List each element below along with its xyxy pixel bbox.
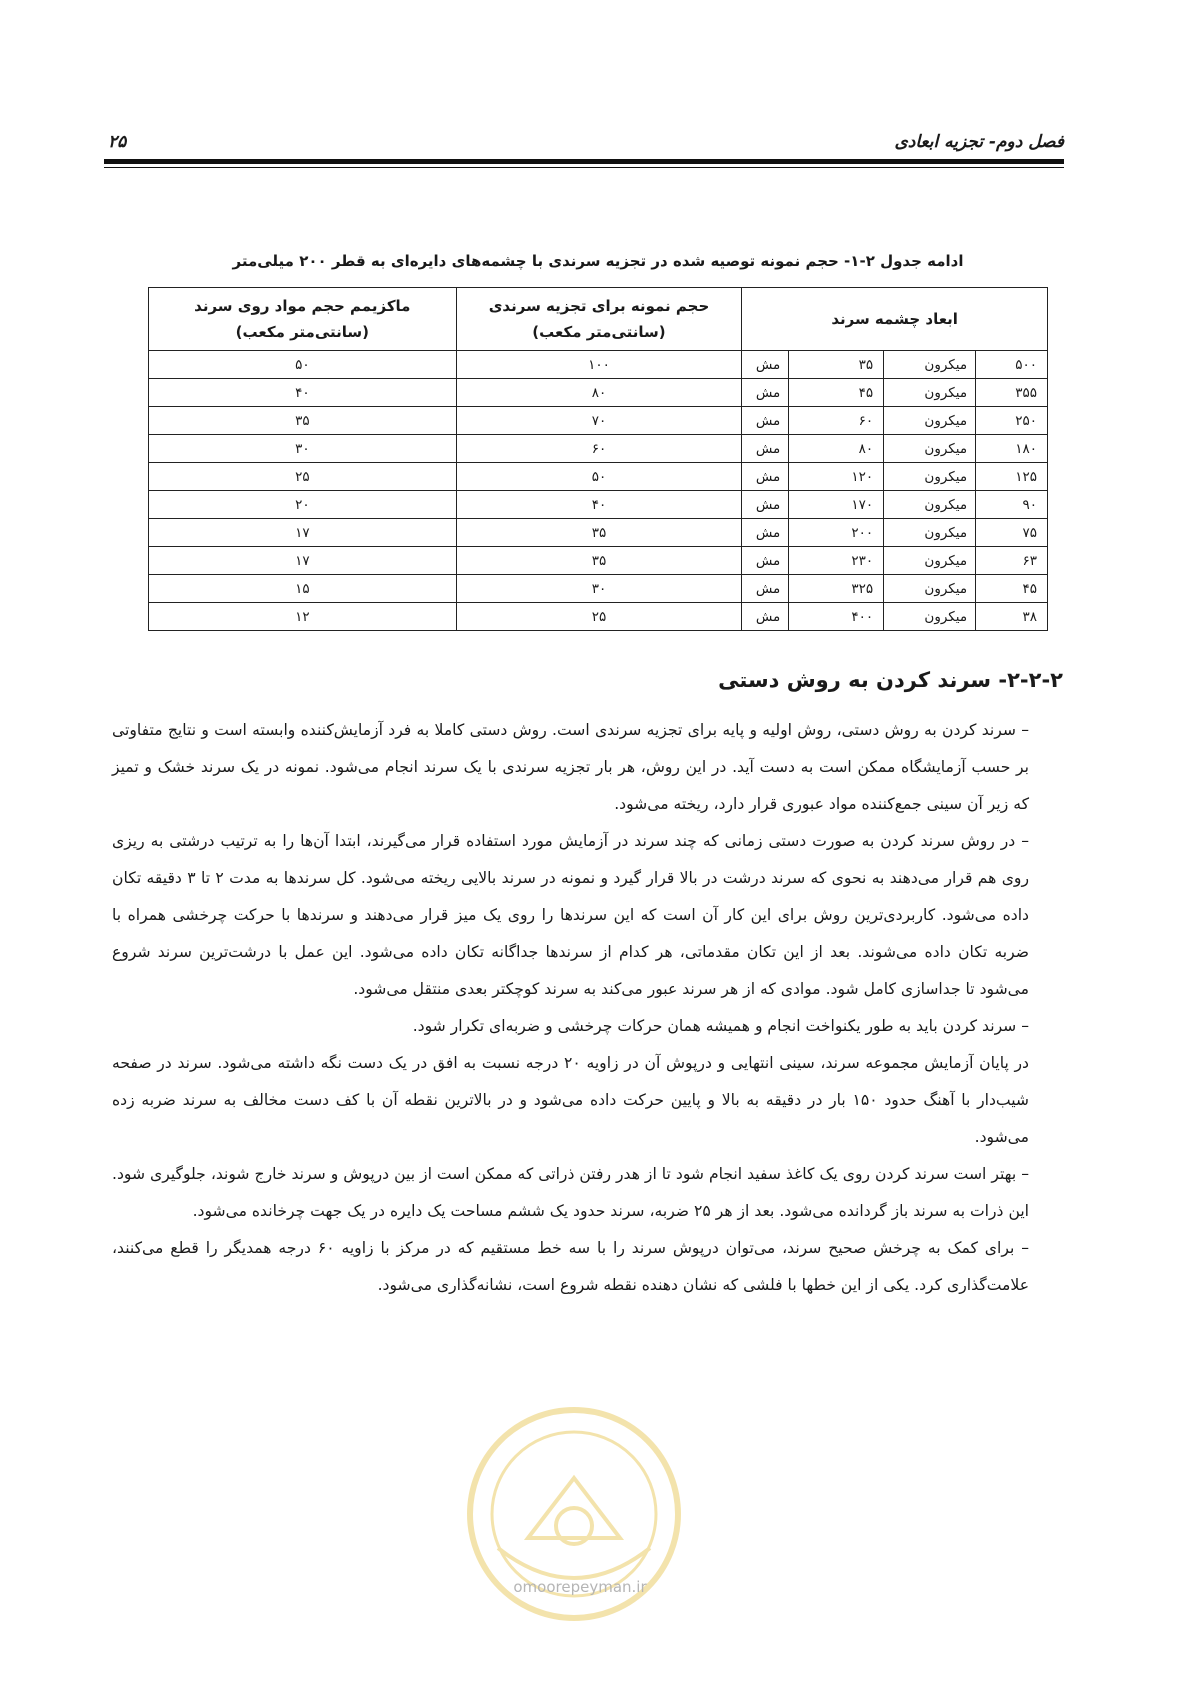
header-sample-volume-line2: (سانتی‌متر مکعب): [532, 323, 666, 341]
cell-mesh: ۱۷۰: [789, 491, 884, 519]
paragraph: – سرند کردن به روش دستی، روش اولیه و پایه برای تجزیه سرندی است. روش دستی کاملا به فرد آزمایش‌کننده وابسته است و نتایج متفاوتی بر حسب آزمایشگاه ممکن است به دست آید. در این روش، هر بار تجزیه سرندی با یک سرند انجام می‌شود. نمونه در یک سرند خشک و تمیز که زیر آن سینی جمع‌کننده مواد عبوری قرار دارد، ریخته می‌شود.: [112, 721, 1029, 813]
cell-max-volume: ۱۲: [149, 603, 457, 631]
cell-max-volume: ۲۰: [149, 491, 457, 519]
cell-sample-volume: ۱۰۰: [456, 351, 742, 379]
cell-micron-unit: میکرون: [884, 379, 976, 407]
cell-micron: ۳۸: [976, 603, 1048, 631]
cell-mesh: ۳۲۵: [789, 575, 884, 603]
table-row: [149, 463, 1048, 491]
cell-micron: ۴۵: [976, 575, 1048, 603]
cell-max-volume: ۲۵: [149, 463, 457, 491]
cell-micron: ۶۳: [976, 547, 1048, 575]
cell-mesh-unit: مش: [742, 491, 789, 519]
cell-mesh: ۲۳۰: [789, 547, 884, 575]
cell-mesh-unit: مش: [742, 435, 789, 463]
cell-mesh: ۲۰۰: [789, 519, 884, 547]
table-row: [149, 379, 1048, 407]
cell-micron: ۷۵: [976, 519, 1048, 547]
paragraph: – برای کمک به چرخش صحیح سرند، می‌توان درپوش سرند را با سه خط مستقیم که در مرکز با زاویه ۶۰ درجه همدیگر را قطع می‌کنند، علامت‌گذاری کرد. یکی از این خطها با فلشی که نشان دهنده نقطه شروع است، نشانه‌گذاری می‌شود.: [112, 1239, 1029, 1294]
cell-sample-volume: ۸۰: [456, 379, 742, 407]
chapter-title: فصل دوم- تجزیه ابعادی: [894, 132, 1064, 152]
cell-mesh: ۳۵: [789, 351, 884, 379]
cell-micron-unit: میکرون: [884, 519, 976, 547]
section-body: [112, 712, 1029, 1304]
cell-max-volume: ۱۷: [149, 547, 457, 575]
cell-mesh-unit: مش: [742, 519, 789, 547]
paragraph: در پایان آزمایش مجموعه سرند، سینی انتهایی و درپوش آن در زاویه ۲۰ درجه نسبت به افق در یک دست نگه داشته می‌شود. سرند در صفحه شیب‌دار با آهنگ حدود ۱۵۰ بار در دقیقه به بالا و پایین حرکت داده می‌شود و در بالاترین نقطه آن با کف دست مخالف به سرند ضربه زده می‌شود.: [112, 1054, 1029, 1146]
cell-mesh-unit: مش: [742, 351, 789, 379]
header-max-volume-line1: ماکزیمم حجم مواد روی سرند: [194, 297, 411, 315]
header-sample-volume-line1: حجم نمونه برای تجزیه سرندی: [488, 297, 710, 315]
cell-sample-volume: ۳۵: [456, 519, 742, 547]
paragraph: – در روش سرند کردن به صورت دستی زمانی که چند سرند در آزمایش مورد استفاده قرار می‌گیرند، ابتدا آن‌ها را به ترتیب درشتی به ریزی روی هم قرار می‌دهند به نحوی که سرند درشت در بالا قرار گیرد و نمونه در سرند بالایی ریخته می‌شود. کل سرندها به مدت ۲ تا ۳ دقیقه تکان داده می‌شود. کاربردی‌ترین روش برای این کار آن است که این سرندها را روی یک میز قرار می‌دهند و سرندها با حرکت چرخشی همراه با ضربه تکان داده می‌شوند. بعد از این تکان مقدماتی، هر کدام از سرندها جداگانه تکان داده می‌شود. این عمل با درشت‌ترین سرند شروع می‌شود تا جداسازی کامل شود. موادی که از هر سرند عبور می‌کند به سرند کوچکتر بعدی منتقل می‌شود.: [112, 832, 1029, 998]
cell-micron-unit: میکرون: [884, 351, 976, 379]
cell-mesh: ۴۰۰: [789, 603, 884, 631]
cell-max-volume: ۱۵: [149, 575, 457, 603]
table-row: [149, 407, 1048, 435]
header-sieve-size: ابعاد چشمه سرند: [742, 288, 1048, 351]
cell-micron: ۱۲۵: [976, 463, 1048, 491]
cell-sample-volume: ۳۵: [456, 547, 742, 575]
table-row: [149, 547, 1048, 575]
cell-mesh-unit: مش: [742, 379, 789, 407]
cell-mesh-unit: مش: [742, 407, 789, 435]
table-row: [149, 519, 1048, 547]
table-row: [149, 491, 1048, 519]
cell-mesh: ۶۰: [789, 407, 884, 435]
section-heading: ۲-۲-۲- سرند کردن به روش دستی: [718, 668, 1063, 692]
cell-micron: ۲۵۰: [976, 407, 1048, 435]
cell-micron-unit: میکرون: [884, 463, 976, 491]
table-header-row: [149, 288, 1048, 351]
cell-mesh-unit: مش: [742, 603, 789, 631]
cell-micron-unit: میکرون: [884, 435, 976, 463]
watermark-url: omoorepeyman.ir: [513, 1578, 647, 1596]
cell-micron: ۵۰۰: [976, 351, 1048, 379]
cell-micron: ۹۰: [976, 491, 1048, 519]
cell-micron-unit: میکرون: [884, 547, 976, 575]
cell-micron-unit: میکرون: [884, 575, 976, 603]
cell-max-volume: ۳۵: [149, 407, 457, 435]
running-header: [104, 132, 1064, 162]
cell-mesh: ۱۲۰: [789, 463, 884, 491]
cell-sample-volume: ۷۰: [456, 407, 742, 435]
header-rule-thin: [104, 167, 1064, 168]
cell-mesh: ۴۵: [789, 379, 884, 407]
table-row: [149, 435, 1048, 463]
cell-sample-volume: ۲۵: [456, 603, 742, 631]
cell-mesh-unit: مش: [742, 575, 789, 603]
table-row: [149, 575, 1048, 603]
table-row: [149, 351, 1048, 379]
cell-max-volume: ۳۰: [149, 435, 457, 463]
table-body: [149, 351, 1048, 631]
cell-micron: ۳۵۵: [976, 379, 1048, 407]
cell-sample-volume: ۵۰: [456, 463, 742, 491]
table-caption: ادامه جدول ۲-۱- حجم نمونه توصیه شده در تجزیه سرندی با چشمه‌های دایره‌ای به قطر ۲۰۰ میلی‌متر: [232, 252, 964, 270]
header-max-volume-line2: (سانتی‌متر مکعب): [235, 323, 369, 341]
paragraph: – بهتر است سرند کردن روی یک کاغذ سفید انجام شود تا از هدر رفتن ذراتی که ممکن است از بین درپوش و سرند خارج شوند، جلوگیری شود. این ذرات به سرند باز گردانده می‌شود. بعد از هر ۲۵ ضربه، سرند حدود یک ششم مساحت یک دایره در یک جهت چرخانده می‌شود.: [112, 1165, 1029, 1220]
cell-sample-volume: ۴۰: [456, 491, 742, 519]
cell-micron-unit: میکرون: [884, 603, 976, 631]
cell-mesh: ۸۰: [789, 435, 884, 463]
cell-max-volume: ۴۰: [149, 379, 457, 407]
table-row: [149, 603, 1048, 631]
cell-mesh-unit: مش: [742, 463, 789, 491]
cell-micron: ۱۸۰: [976, 435, 1048, 463]
sieve-table: [148, 287, 1048, 631]
cell-max-volume: ۵۰: [149, 351, 457, 379]
cell-sample-volume: ۳۰: [456, 575, 742, 603]
cell-mesh-unit: مش: [742, 547, 789, 575]
cell-micron-unit: میکرون: [884, 407, 976, 435]
cell-sample-volume: ۶۰: [456, 435, 742, 463]
header-max-volume: [149, 288, 457, 351]
header-rule-thick: [104, 159, 1064, 164]
paragraph: – سرند کردن باید به طور یکنواخت انجام و همیشه همان حرکات چرخشی و ضربه‌ای تکرار شود.: [412, 1017, 1029, 1035]
page-number: ۲۵: [108, 132, 127, 152]
header-sample-volume: [456, 288, 742, 351]
cell-micron-unit: میکرون: [884, 491, 976, 519]
cell-max-volume: ۱۷: [149, 519, 457, 547]
